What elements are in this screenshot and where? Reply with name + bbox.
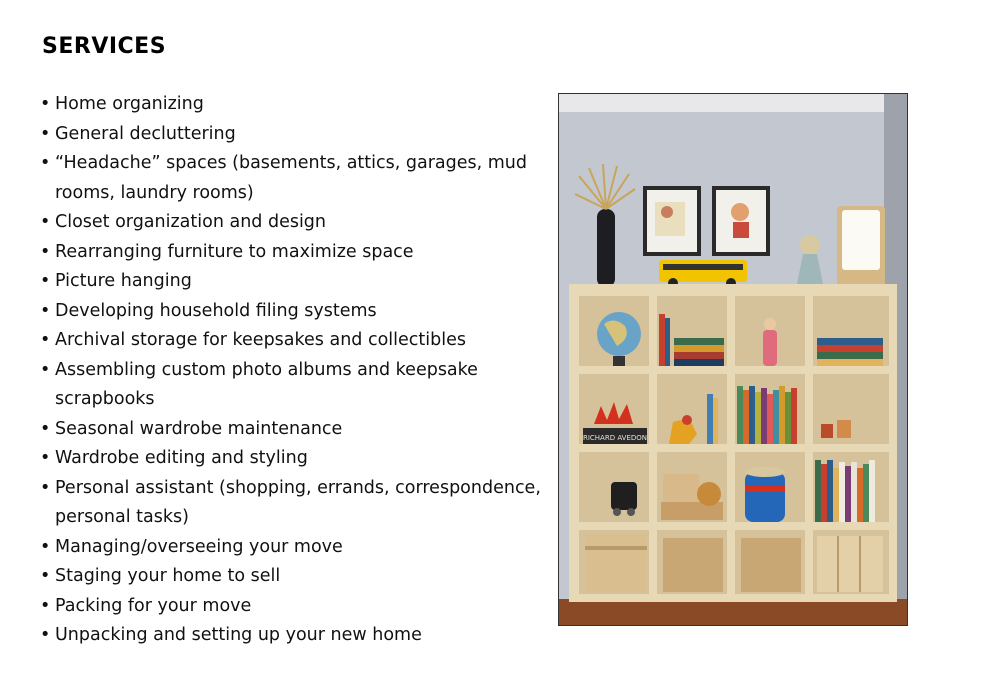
service-item xyxy=(40,356,550,415)
books-row3 xyxy=(815,460,875,522)
service-item xyxy=(40,533,550,563)
service-item xyxy=(40,238,550,268)
bullet-icon: • xyxy=(40,359,51,380)
service-item-text: Unpacking and setting up your new home xyxy=(55,625,422,645)
service-item-text: Seasonal wardrobe maintenance xyxy=(55,418,343,439)
service-item xyxy=(40,444,550,474)
bullet-icon: • xyxy=(40,330,51,350)
service-item-text: General decluttering xyxy=(55,123,236,144)
books-stacked-row1 xyxy=(817,338,883,366)
bullet-icon: • xyxy=(40,123,51,144)
page-title: SERVICES xyxy=(42,34,167,59)
avedon-book-spine: RICHARD AVEDON xyxy=(582,434,648,442)
service-item xyxy=(40,120,550,150)
bullet-icon: • xyxy=(40,153,51,173)
bullet-icon: • xyxy=(40,536,51,557)
service-item xyxy=(40,562,550,592)
service-item xyxy=(40,592,550,622)
service-item xyxy=(40,208,550,238)
service-item-text: Wardrobe editing and styling xyxy=(55,448,308,468)
bullet-icon: • xyxy=(40,241,51,262)
service-item xyxy=(40,326,550,356)
bullet-icon: • xyxy=(40,94,51,114)
service-item-text: “Headache” spaces (basements, attics, garages, mud rooms, laundry rooms) xyxy=(55,153,527,203)
service-item-text: Rearranging furniture to maximize space xyxy=(55,241,414,262)
framed-picture-left xyxy=(643,186,701,256)
bullet-icon: • xyxy=(40,300,51,321)
bullet-icon: • xyxy=(40,418,51,439)
wooden-doll xyxy=(763,318,777,366)
bullet-icon: • xyxy=(40,271,51,291)
service-item-text: Managing/overseeing your move xyxy=(55,536,343,557)
service-item-text: Closet organization and design xyxy=(55,212,327,232)
service-item xyxy=(40,267,550,297)
bullet-icon: • xyxy=(40,448,51,468)
service-item xyxy=(40,415,550,445)
service-item-text: Personal assistant (shopping, errands, correspondence, personal tasks) xyxy=(55,477,541,527)
service-item-text: Packing for your move xyxy=(55,595,252,616)
bullet-icon: • xyxy=(40,625,51,645)
avedon-book xyxy=(583,428,647,444)
framed-picture-right xyxy=(712,186,770,256)
toy-drum xyxy=(745,467,785,522)
bullet-icon: • xyxy=(40,477,51,498)
services-list xyxy=(40,90,550,651)
service-item-text: Developing household filing systems xyxy=(55,300,377,321)
service-item xyxy=(40,621,550,651)
service-item xyxy=(40,149,550,208)
service-item xyxy=(40,474,550,533)
service-item-text: Home organizing xyxy=(55,94,204,114)
service-item-text: Picture hanging xyxy=(55,271,192,291)
service-item-text: Archival storage for keepsakes and collectibles xyxy=(55,330,466,350)
service-item-text: Staging your home to sell xyxy=(55,566,281,586)
service-item xyxy=(40,90,550,120)
bookshelf-photo xyxy=(558,93,908,626)
bullet-icon: • xyxy=(40,212,51,232)
service-item-text: Assembling custom photo albums and keepsake scrapbooks xyxy=(55,359,478,409)
bullet-icon: • xyxy=(40,566,51,586)
service-item xyxy=(40,297,550,327)
bullet-icon: • xyxy=(40,595,51,616)
table-lamp xyxy=(837,206,885,288)
